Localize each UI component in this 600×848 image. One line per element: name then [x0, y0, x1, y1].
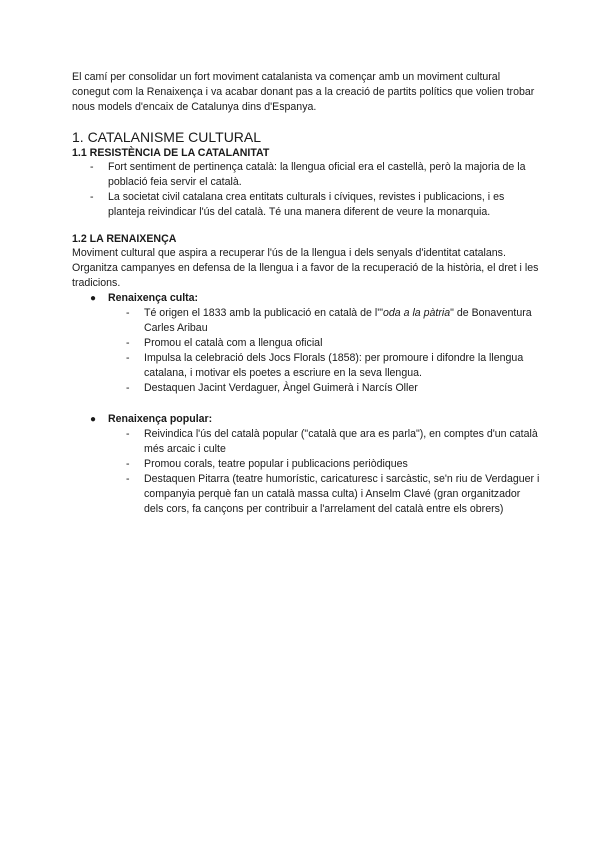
list-item: - Reivindica l'ús del català popular ("català que ara es parla"), en comptes d'un català més arcaic i culte	[126, 428, 538, 455]
dash-marker: -	[126, 428, 130, 440]
renaixenca-popular	[90, 412, 540, 517]
list-item: - Té origen el 1833 amb la publicació en català de l'"oda a la pàtria" de Bonaventura Carles Aribau	[126, 307, 532, 334]
section-1-2-intro: Moviment cultural que aspira a recuperar l'ús de la llengua i dels senyals d'identitat catalans. Organitza campanyes en defensa de la llengua i a favor de la recuperació de la història, el dret i les tradicions.	[72, 247, 539, 289]
section-1-title: 1. CATALANISME CULTURAL	[72, 129, 262, 145]
renaixenca-culta-title: Renaixença culta:	[108, 292, 199, 304]
dash-marker: -	[126, 473, 130, 485]
intro-paragraph: El camí per consolidar un fort moviment catalanista va començar amb un moviment cultural conegut com la Renaixença i va acabar donant pas a la creació de partits polítics que volien trobar nous models d'encaix de Catalunya dins d'Espanya.	[72, 71, 535, 113]
bullet-icon: ●	[90, 414, 97, 425]
dash-marker: -	[126, 382, 130, 394]
renaixenca-popular-title: Renaixença popular:	[108, 413, 213, 425]
list-item: - Fort sentiment de pertinença català: la llengua oficial era el castellà, però la majoria de la població feia servir el català.	[90, 161, 526, 188]
dash-marker: -	[126, 337, 130, 349]
renaixenca-popular-items	[108, 427, 540, 517]
dash-marker: -	[126, 352, 130, 364]
dash-marker: -	[90, 161, 94, 173]
dash-marker: -	[126, 307, 130, 319]
document-content	[72, 70, 540, 517]
oda-title: oda a la pàtria	[383, 307, 451, 319]
bullet-icon: ●	[90, 293, 97, 304]
section-1-1-title: 1.1 RESISTÈNCIA DE LA CATALANITAT	[72, 147, 270, 159]
list-item: - Destaquen Pitarra (teatre humorístic, caricaturesc i sarcàstic, se'n riu de Verdaguer i companyia perquè fan un català massa culta) i Anselm Clavé (gran organitzador dels cors, fa cançons per contribuir a l'arrelament del català entre els obrers)	[126, 473, 540, 515]
renaixenca-list	[72, 291, 540, 517]
list-item: - Destaquen Jacint Verdaguer, Àngel Guimerà i Narcís Oller	[126, 382, 418, 394]
section-1-2-title: 1.2 LA RENAIXENÇA	[72, 233, 177, 245]
list-item: - La societat civil catalana crea entitats culturals i cíviques, revistes i publicacions, i es planteja reivindicar l'ús del català. Té una manera diferent de veure la monarquia.	[90, 191, 505, 218]
renaixenca-culta-items	[108, 306, 540, 396]
list-item: - Impulsa la celebració dels Jocs Florals (1858): per promoure i difondre la llengua catalana, i motivar els poetes a escriure en la seva llengua.	[126, 352, 524, 379]
renaixenca-culta	[90, 291, 540, 396]
section-1-1-list	[72, 160, 540, 220]
dash-marker: -	[90, 191, 94, 203]
list-item: - Promou corals, teatre popular i publicacions periòdiques	[126, 458, 408, 470]
dash-marker: -	[126, 458, 130, 470]
list-item: - Promou el català com a llengua oficial	[126, 337, 323, 349]
